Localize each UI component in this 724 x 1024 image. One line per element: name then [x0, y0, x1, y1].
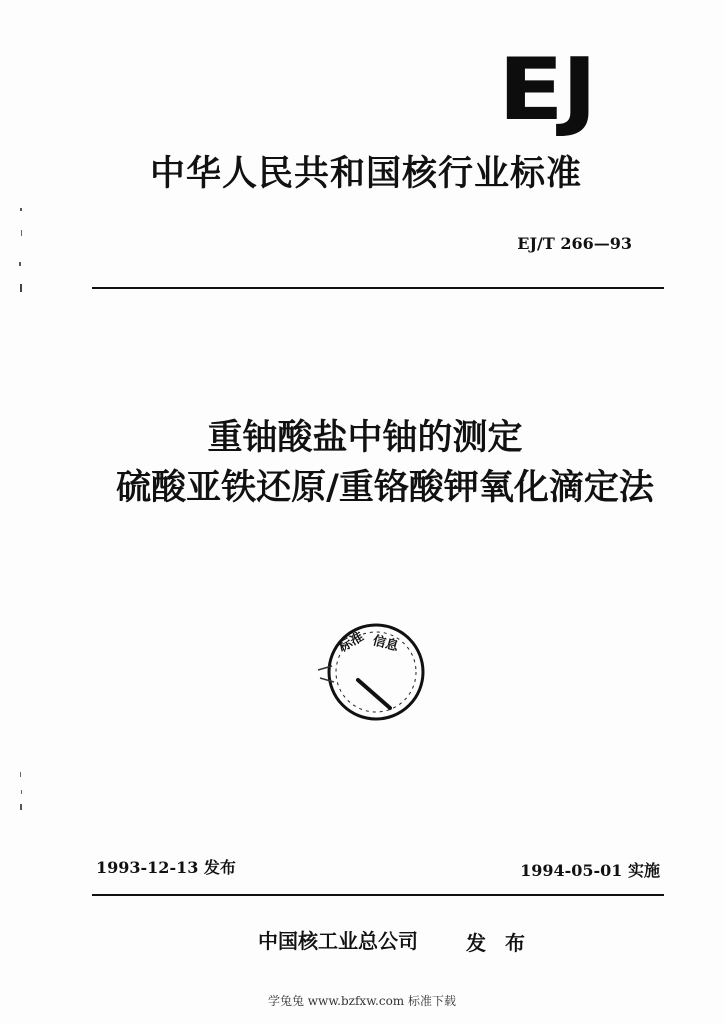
publisher-name: 中国核工业总公司 — [258, 929, 418, 953]
svg-text:信息: 信息 — [370, 633, 400, 655]
header-divider — [92, 287, 664, 289]
download-watermark: 学兔兔 www.bzfxw.com 标准下载 — [267, 994, 457, 1008]
effective-date: 1994-05-01 实施 — [520, 861, 660, 880]
footer-divider — [92, 894, 664, 896]
publisher-action: 发 布 — [466, 931, 531, 955]
svg-text:标准: 标准 — [336, 629, 367, 656]
scan-margin-marks — [14, 200, 30, 840]
organization-title: 中华人民共和国核行业标准 — [150, 154, 583, 194]
ej-logo: EJ — [498, 40, 596, 140]
info-stamp — [314, 622, 430, 722]
standard-code: EJ/T 266—93 — [517, 234, 632, 253]
document-title-line-2: 硫酸亚铁还原/重铬酸钾氧化滴定法 — [116, 468, 654, 508]
document-title-line-1: 重铀酸盐中铀的测定 — [207, 418, 523, 458]
issue-date: 1993-12-13 发布 — [96, 858, 236, 877]
